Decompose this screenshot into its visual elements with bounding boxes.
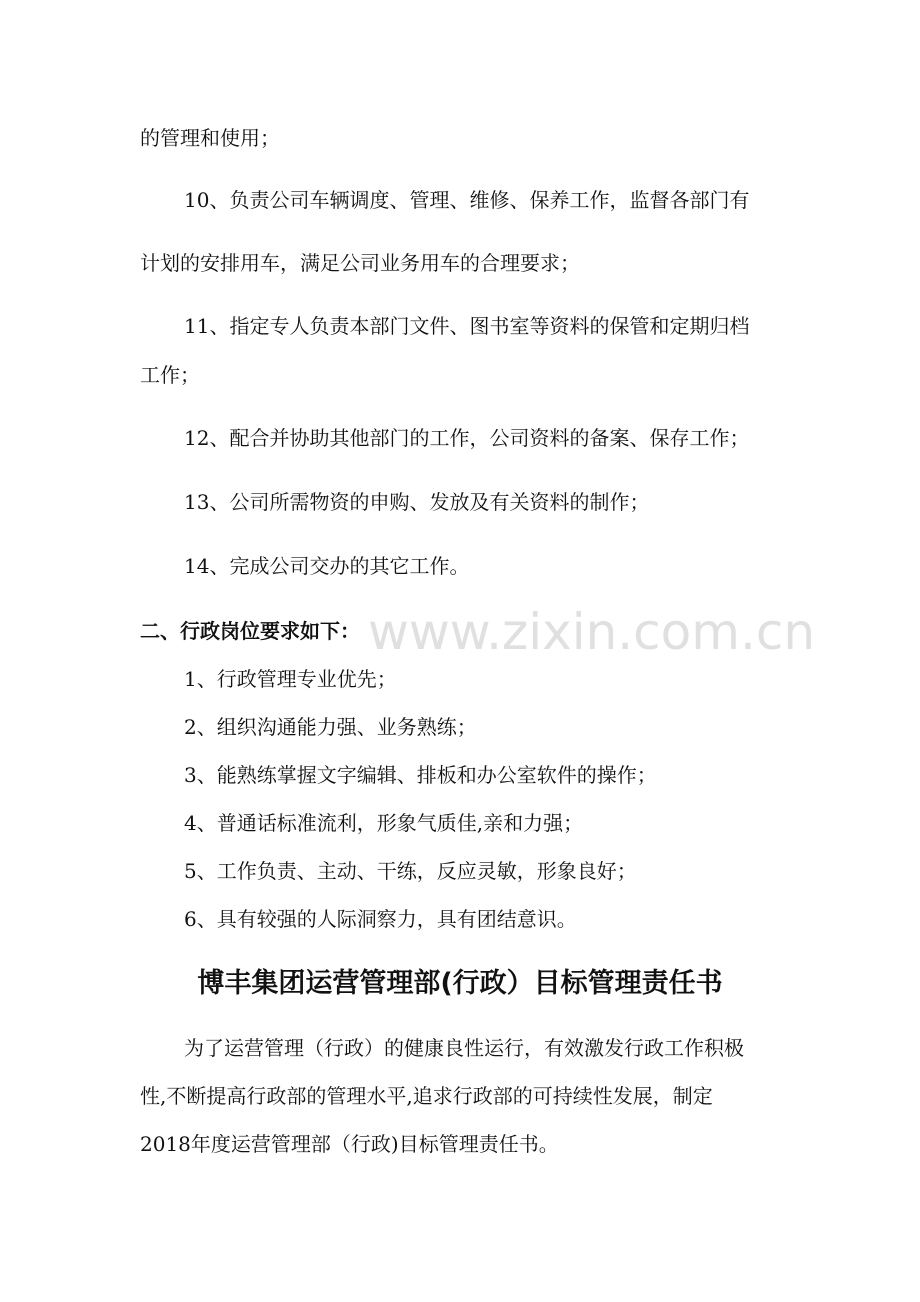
intro-paragraph-line-1: 为了运营管理（行政）的健康良性运行，有效激发行政工作积极 <box>184 1036 744 1060</box>
requirement-item: 6、具有较强的人际洞察力，具有团结意识。 <box>184 907 577 931</box>
intro-paragraph-line-3: 2018年度运营管理部（行政)目标管理责任书。 <box>140 1132 559 1156</box>
duty-continuation: 的管理和使用； <box>140 126 280 150</box>
duty-item-14: 14、完成公司交办的其它工作。 <box>184 554 470 578</box>
requirement-item: 3、能熟练掌握文字编辑、排板和办公室软件的操作； <box>184 763 657 787</box>
duty-item-11: 11、指定专人负责本部门文件、图书室等资料的保管和定期归档 <box>184 314 750 338</box>
duty-item-11-cont: 工作； <box>140 363 200 387</box>
requirement-item: 5、工作负责、主动、干练，反应灵敏，形象良好； <box>184 859 637 883</box>
intro-paragraph-line-2: 性,不断提高行政部的管理水平,追求行政部的可持续性发展，制定 <box>140 1084 713 1108</box>
requirement-item: 2、组织沟通能力强、业务熟练； <box>184 715 477 739</box>
watermark: www.zixin.com.cn <box>368 603 816 661</box>
duty-item-13: 13、公司所需物资的申购、发放及有关资料的制作； <box>184 490 650 514</box>
duty-item-12: 12、配合并协助其他部门的工作，公司资料的备案、保存工作； <box>184 426 750 450</box>
requirements-heading: 二、行政岗位要求如下： <box>140 619 360 643</box>
duty-item-10-cont: 计划的安排用车，满足公司业务用车的合理要求； <box>140 251 580 275</box>
duty-item-10: 10、负责公司车辆调度、管理、维修、保养工作，监督各部门有 <box>184 188 750 212</box>
section-title: 博丰集团运营管理部(行政）目标管理责任书 <box>197 968 723 999</box>
requirement-item: 4、普通话标准流利，形象气质佳,亲和力强； <box>184 811 584 835</box>
requirement-item: 1、行政管理专业优先； <box>184 667 397 691</box>
